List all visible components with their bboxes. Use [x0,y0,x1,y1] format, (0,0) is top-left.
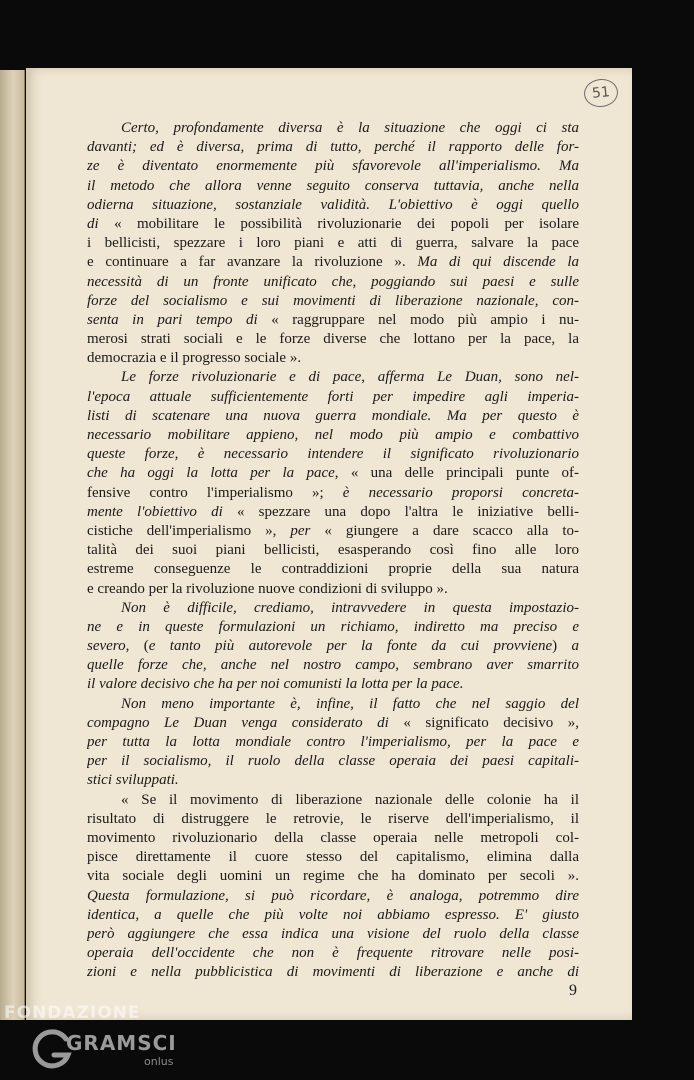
text-line [87,541,579,560]
text-span: per il socialismo, il ruolo della classe operaia dei paesi capitali- [87,753,579,770]
text-span: che ha oggi la lotta per la pace, [87,465,351,482]
text-span: i bellicisti, spezzare i loro piani e atti di guerra, salvare la pace [87,235,579,252]
text-line [87,906,579,925]
text-span: di [87,215,115,232]
text-line [87,867,579,886]
text-line [87,791,579,810]
text-span: a [571,638,579,655]
text-line [87,484,579,503]
text-line [87,733,579,752]
text-span: severo, [87,638,144,655]
text-span: Non meno importante è, infine, il fatto che nel saggio del [121,695,579,712]
text-span: identica, a quelle che più volte noi abbiamo espresso. E' giusto [87,906,579,923]
text-span: listi di scatenare una nuova guerra mondiale. Ma per questo è [87,407,579,424]
text-line [87,714,579,733]
text-span: Non è difficile, crediamo, intravvedere in questa impostazio- [121,599,579,616]
text-line [87,637,579,656]
text-line [87,138,579,157]
text-span: per tutta la lotta mondiale contro l'imperialismo, per la pace e [87,734,579,750]
text-span: « raggruppare nel modo più ampio i nu- [271,311,579,328]
text-span: mente l'obiettivo di [87,503,237,520]
text-span: talità dei suoi piani bellicisti, esasperando così fino alle loro [87,542,579,559]
text-span: e continuare a far avanzare la rivoluzione ». [87,254,418,271]
text-line [87,426,579,445]
text-line [87,234,579,253]
text-line [87,330,579,349]
text-span: odierna situazione, sostanziale validità. L'obiettivo è oggi quello [87,196,579,213]
text-span: estreme conseguenze le contraddizioni proprie della sua natura [87,561,579,578]
text-span: stici sviluppati. [87,772,179,789]
text-span: « spezzare una dopo l'altra le iniziative belli- [236,503,579,520]
text-line [87,157,579,176]
text-line [87,599,579,618]
watermark-onlus: onlus [144,1055,174,1068]
text-line [87,560,579,579]
text-line [87,292,579,311]
text-line [87,311,579,330]
text-span: Ma di qui discende la [417,254,579,271]
text-line [87,963,579,982]
text-line [87,503,579,522]
text-span: cistiche dell'imperialismo », [87,522,291,539]
text-line [87,215,579,234]
text-line [87,196,579,215]
text-span: Certo, profondamente diversa è la situazione che oggi ci sta [121,120,579,136]
text-span: e creando per la rivoluzione nuove condizioni di sviluppo ». [87,580,448,597]
text-line [87,445,579,464]
text-line [87,368,579,387]
text-span: « una delle principali punte of- [350,465,579,482]
text-line [87,618,579,637]
text-line [87,253,579,272]
text-line [87,656,579,675]
body-text [87,119,579,982]
text-line [87,388,579,407]
text-span: compagno Le Duan venga considerato di [87,714,404,731]
text-span: operaia dell'occidente che non è frequente ritrovare nelle posi- [87,945,579,962]
text-line [87,464,579,483]
text-span: democrazia e il progresso sociale ». [87,350,302,367]
text-span: quelle forze che, anche nel nostro campo, sembrano aver smarrito [87,657,579,674]
text-span: per [290,522,325,539]
watermark-gramsci: GRAMSCI [66,1031,177,1055]
text-span: però aggiungere che essa indica una visione del ruolo della classe [87,925,579,942]
handwritten-page-note: 51 [583,77,620,108]
text-line [87,522,579,541]
gramsci-logo [28,1025,188,1077]
text-span: zioni e nella pubblicistica di movimenti di liberazione e anche di [87,964,579,981]
text-line [87,925,579,944]
text-span: forze del socialismo e sui movimenti di liberazione nazionale, con- [87,292,579,309]
text-line [87,810,579,829]
text-span: l'epoca attuale sufficientemente forti per impedire agli imperia- [87,388,579,405]
text-line [87,887,579,906]
text-span: movimento rivoluzionario della classe operaia nelle metropoli col- [87,829,579,846]
text-line [87,580,579,599]
page-number: 9 [569,982,577,999]
text-line [87,349,579,368]
text-span: merosi strati sociali e le forze diverse che lottano per la pace, la [87,331,579,348]
text-span: Questa formulazione, si può ricordare, è analoga, potremmo dire [87,887,579,904]
text-span: ( [143,638,149,655]
text-span: ze è diventato enormemente più sfavorevole all'imperialismo. Ma [87,158,579,175]
text-line [87,119,579,138]
text-line [87,273,579,292]
text-span: ne e in queste formulazioni un richiamo, indiretto ma preciso e [87,618,579,635]
text-span: risultato di distruggere le retrovie, le riserve dell'imperialismo, il [87,810,579,827]
text-line [87,407,579,426]
text-line [87,848,579,867]
text-span: è necessario proporsi concreta- [342,484,579,501]
watermark-fondazione: FONDAZIONE [4,1003,141,1023]
text-line [87,944,579,963]
text-span: il metodo che allora venne seguito conserva tuttavia, anche nella [87,177,579,194]
text-line [87,675,579,694]
text-line [87,771,579,790]
text-span: senta in pari tempo di [87,311,272,328]
text-line [87,177,579,196]
text-span: necessità di un fronte unificato che, poggiando sui paesi e sulle [87,273,579,290]
text-span: queste forze, è necessario intendere il significato rivoluzionario [87,446,579,463]
text-span: fensive contro l'imperialismo »; [87,484,343,501]
text-span: e tanto più autorevole per la fonte da cui provviene [148,638,553,655]
text-span: il valore decisivo che ha per noi comunisti la lotta per la pace. [87,676,464,693]
text-line [87,829,579,848]
previous-page-edge [0,70,25,1020]
text-span: « giungere a dare scacco alla to- [324,522,579,539]
text-span: vita sociale degli uomini un regime che ha dominato per secoli ». [87,868,579,885]
text-span: « significato decisivo », [403,714,579,731]
text-span: ) [552,638,572,655]
text-span: Le forze rivoluzionarie e di pace, afferma Le Duan, sono nel- [121,369,579,386]
text-span: pisce direttamente il cuore stesso del capitalismo, elimina dalla [87,849,579,866]
text-span: « mobilitare le possibilità rivoluzionarie dei popoli per isolare [114,215,579,232]
text-span: necessario mobilitare appieno, nel modo più ampio e combattivo [87,427,579,443]
text-span: « Se il movimento di liberazione nazionale delle colonie ha il [121,791,579,808]
text-line [87,752,579,771]
text-line [87,695,579,714]
text-span: davanti; ed è diversa, prima di tutto, perché il rapporto delle for- [87,139,579,156]
